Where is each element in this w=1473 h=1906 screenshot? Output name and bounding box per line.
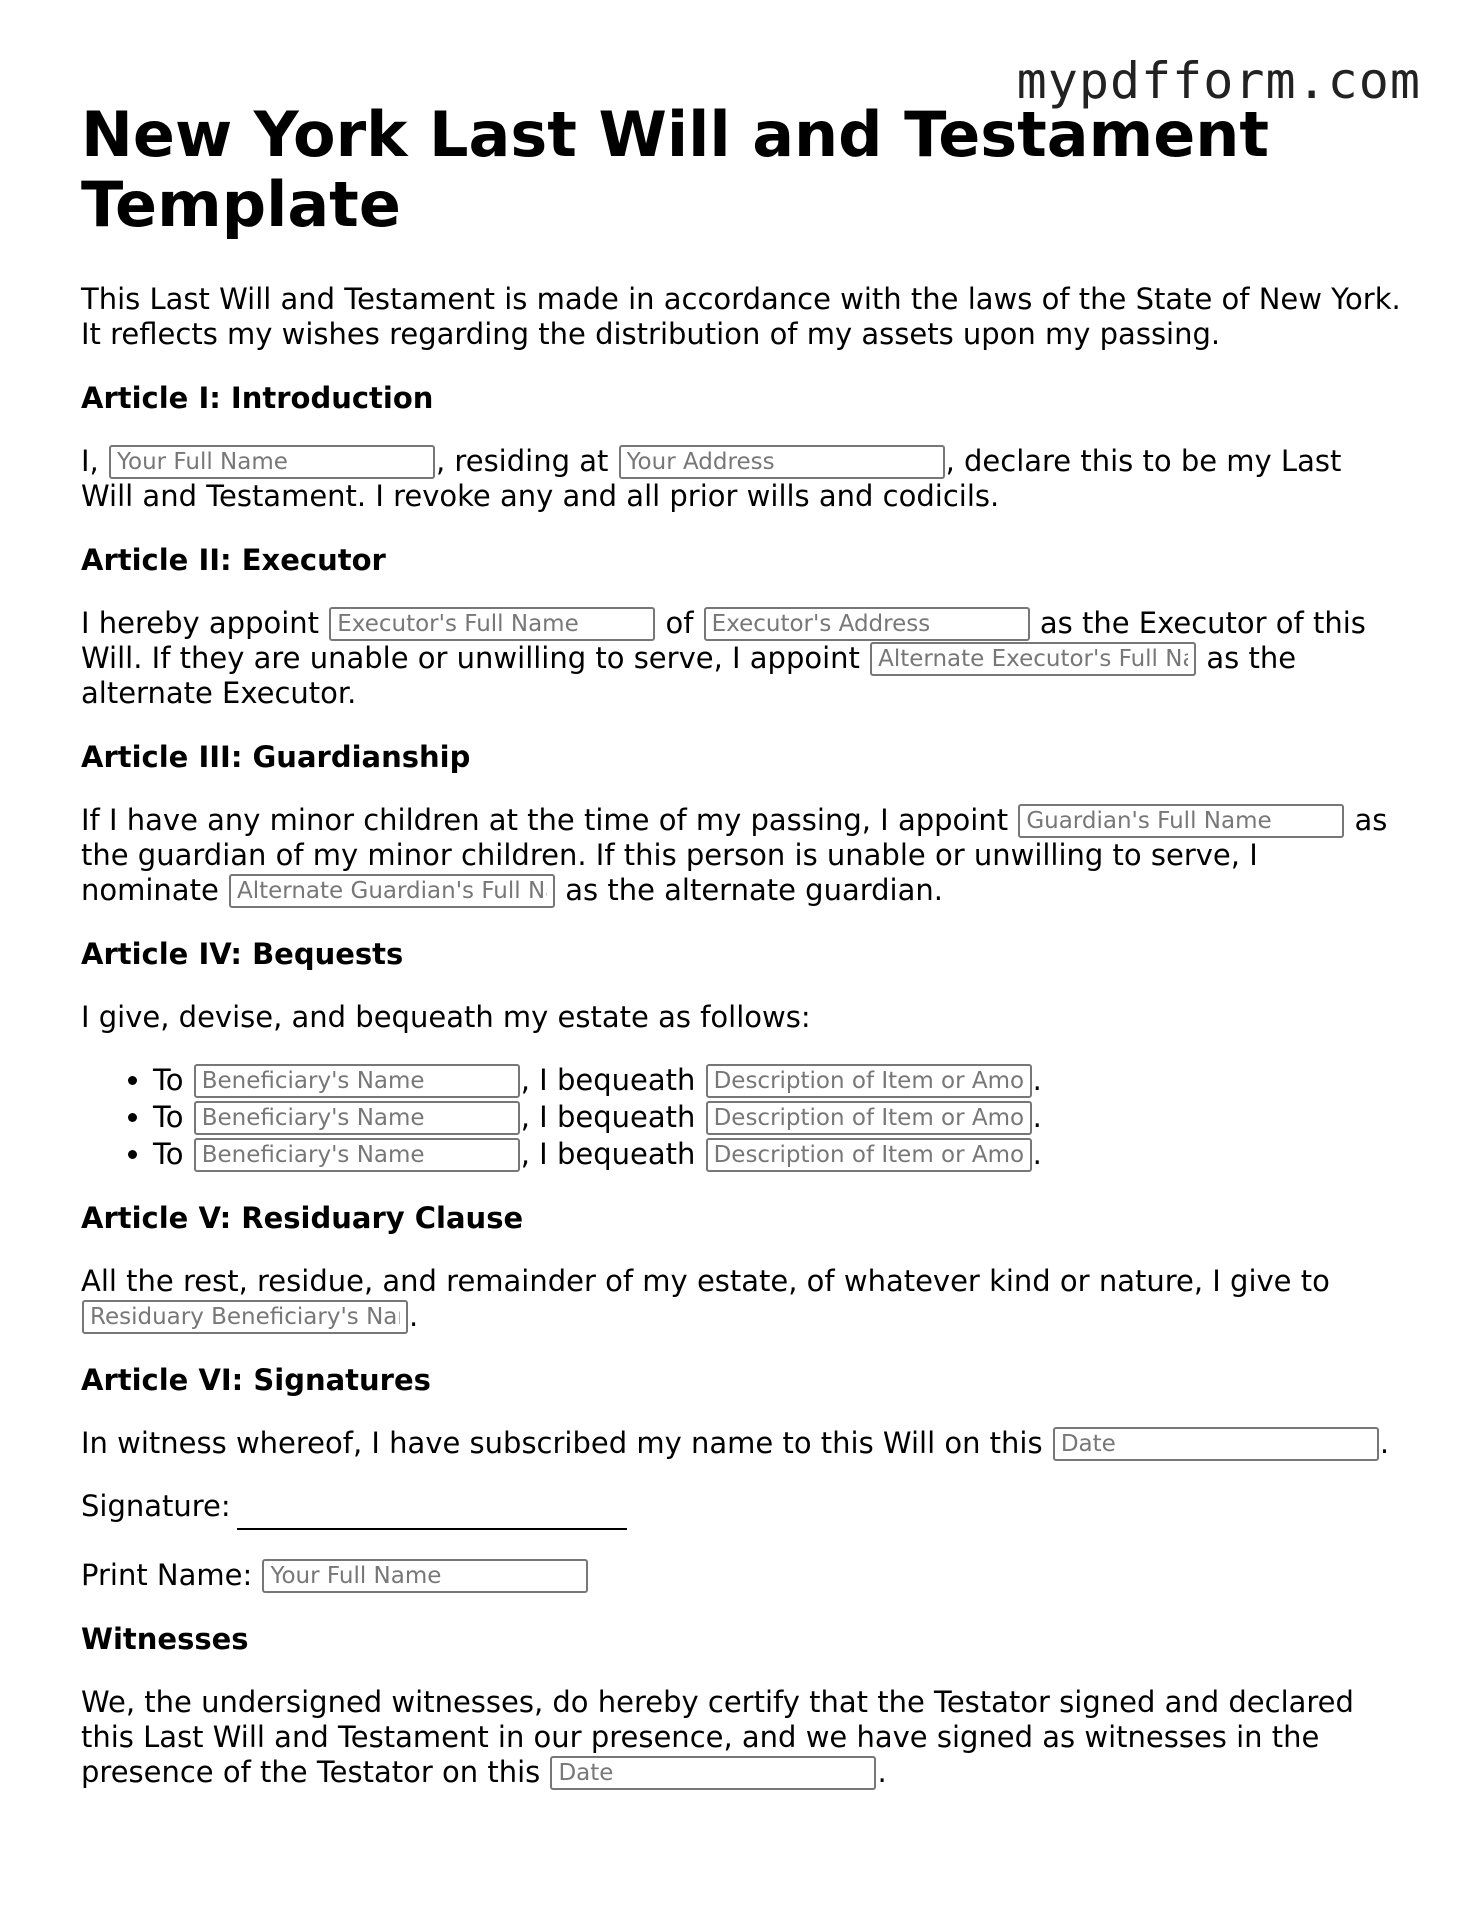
text-segment: . bbox=[409, 1299, 419, 1333]
text-segment: , I bequeath bbox=[520, 1063, 705, 1097]
beneficiary-name-input[interactable] bbox=[194, 1138, 520, 1172]
signature-row bbox=[81, 1489, 1401, 1530]
watermark: mypdfform.com bbox=[1016, 52, 1421, 110]
signature-line[interactable] bbox=[237, 1493, 627, 1530]
testator-name-input[interactable] bbox=[109, 445, 435, 479]
text-segment: as the alternate Executor. bbox=[81, 641, 1297, 710]
text-segment: We, the undersigned witnesses, do hereby certify that the Testator signed and declared this Last Will and Testament in our presence, and we have signed as witnesses in the presence of the Testator on this bbox=[81, 1685, 1354, 1789]
text-segment: To bbox=[153, 1063, 193, 1097]
text-segment: , I bequeath bbox=[520, 1137, 705, 1171]
article-2-heading: Article II: Executor bbox=[81, 543, 386, 577]
text-segment: as the alternate guardian. bbox=[556, 873, 943, 907]
article-3-paragraph bbox=[81, 803, 1401, 908]
alternate-guardian-input[interactable] bbox=[229, 874, 555, 908]
executor-address-input[interactable] bbox=[704, 607, 1030, 641]
intro-paragraph: This Last Will and Testament is made in accordance with the laws of the State of New York. It reflects my wishes regarding the distribution of my assets upon my passing. bbox=[81, 282, 1401, 351]
article-3-heading: Article III: Guardianship bbox=[81, 740, 471, 774]
text-segment: . bbox=[1032, 1137, 1042, 1171]
article-1-paragraph bbox=[81, 444, 1401, 514]
text-segment: . bbox=[1032, 1063, 1042, 1097]
print-name-label: Print Name: bbox=[81, 1558, 253, 1592]
beneficiary-name-input[interactable] bbox=[194, 1064, 520, 1098]
text-segment: All the rest, residue, and remainder of my estate, of whatever kind or nature, I give to bbox=[81, 1264, 1330, 1298]
article-6-paragraph bbox=[81, 1426, 1401, 1461]
text-segment: To bbox=[153, 1100, 193, 1134]
text-segment: as the Executor of this Will. If they are unable or unwilling to serve, I appoint bbox=[81, 606, 1366, 675]
text-segment: of bbox=[656, 606, 703, 640]
text-segment: . bbox=[877, 1755, 887, 1789]
witnesses-paragraph bbox=[81, 1685, 1401, 1790]
page-title: New York Last Will and Testament Template bbox=[81, 98, 1270, 241]
bequest-description-input[interactable] bbox=[706, 1064, 1032, 1098]
signing-date-input[interactable] bbox=[1053, 1427, 1379, 1461]
text-segment: . bbox=[1379, 1426, 1390, 1460]
document-page bbox=[81, 100, 1401, 1790]
article-2-paragraph bbox=[81, 606, 1401, 711]
text-segment: If I have any minor children at the time of my passing, I appoint bbox=[81, 803, 1018, 837]
bequest-description-input[interactable] bbox=[706, 1138, 1032, 1172]
print-name-input[interactable] bbox=[262, 1559, 588, 1593]
bequests-list bbox=[81, 1063, 1401, 1172]
witness-date-input[interactable] bbox=[550, 1756, 876, 1790]
text-segment: , I bequeath bbox=[520, 1100, 705, 1134]
list-item bbox=[153, 1137, 1401, 1172]
article-1-heading: Article I: Introduction bbox=[81, 381, 434, 415]
text-segment: . bbox=[1032, 1100, 1042, 1134]
list-item bbox=[153, 1063, 1401, 1098]
text-segment: , residing at bbox=[436, 444, 618, 478]
text-segment: as the guardian of my minor children. If this person is unable or unwilling to serve, I nominate bbox=[81, 803, 1388, 907]
article-5-paragraph bbox=[81, 1264, 1401, 1334]
testator-address-input[interactable] bbox=[619, 445, 945, 479]
guardian-name-input[interactable] bbox=[1018, 804, 1344, 838]
signature-label: Signature: bbox=[81, 1489, 231, 1523]
bequest-description-input[interactable] bbox=[706, 1101, 1032, 1135]
text-segment: , declare this to be my Last Will and Testament. I revoke any and all prior wills and codicils. bbox=[81, 444, 1342, 513]
article-5-heading: Article V: Residuary Clause bbox=[81, 1201, 524, 1235]
article-6-heading: Article VI: Signatures bbox=[81, 1363, 431, 1397]
residuary-beneficiary-input[interactable] bbox=[82, 1300, 408, 1334]
executor-name-input[interactable] bbox=[329, 607, 655, 641]
text-segment: I, bbox=[81, 444, 108, 478]
alternate-executor-input[interactable] bbox=[870, 642, 1196, 676]
list-item bbox=[153, 1100, 1401, 1135]
witnesses-heading: Witnesses bbox=[81, 1622, 249, 1656]
beneficiary-name-input[interactable] bbox=[194, 1101, 520, 1135]
text-segment: To bbox=[153, 1137, 193, 1171]
article-4-heading: Article IV: Bequests bbox=[81, 937, 404, 971]
print-name-row bbox=[81, 1558, 1401, 1593]
bequests-lead: I give, devise, and bequeath my estate as follows: bbox=[81, 1000, 811, 1034]
text-segment: In witness whereof, I have subscribed my name to this Will on this bbox=[81, 1426, 1052, 1460]
text-segment: I hereby appoint bbox=[81, 606, 329, 640]
